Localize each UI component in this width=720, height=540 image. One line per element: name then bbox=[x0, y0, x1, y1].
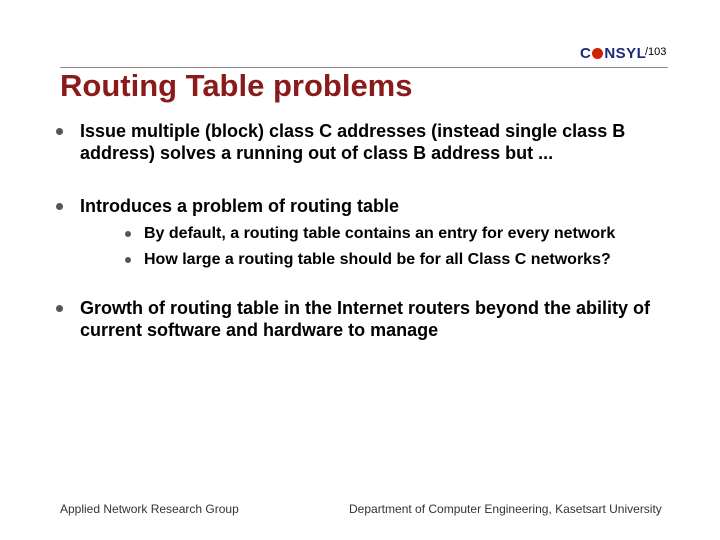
logo-dot-icon bbox=[592, 48, 603, 59]
bullet-dot-icon bbox=[56, 305, 63, 312]
logo-text-nsyl: NSYL bbox=[604, 45, 647, 62]
bullet-1: Issue multiple (block) class C addresses (instead single class B address) solves a running out of class B address but ... bbox=[80, 121, 626, 163]
sub-bullet-1: By default, a routing table contains an entry for every network bbox=[144, 225, 616, 242]
bullet-2: Introduces a problem of routing table bbox=[80, 196, 400, 216]
sub-bullet-dot-icon bbox=[125, 231, 131, 237]
sub-bullet-dot-icon bbox=[125, 257, 131, 263]
page-title: Routing Table problems bbox=[60, 68, 413, 103]
slide-number: /103 bbox=[645, 46, 667, 58]
bullet-3: Growth of routing table in the Internet routers beyond the ability of current software and hardware to manage bbox=[80, 298, 651, 340]
logo-text-c: C bbox=[580, 45, 592, 62]
footer-right: Department of Computer Engineering, Kasetsart University bbox=[349, 502, 662, 516]
bullet-dot-icon bbox=[56, 128, 63, 135]
footer-left: Applied Network Research Group bbox=[60, 502, 239, 516]
bullet-dot-icon bbox=[56, 203, 63, 210]
logo bbox=[580, 44, 646, 64]
sub-bullet-2: How large a routing table should be for all Class C networks? bbox=[144, 251, 611, 268]
